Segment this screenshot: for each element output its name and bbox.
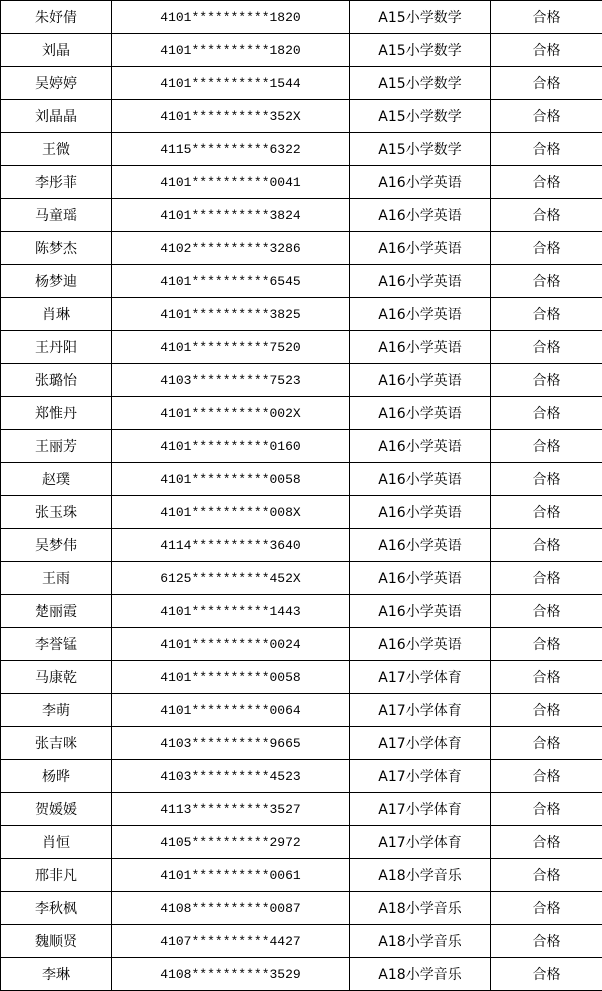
subject-cell: A16小学英语 bbox=[350, 331, 491, 364]
result-cell: 合格 bbox=[491, 595, 602, 628]
subject-cell: A16小学英语 bbox=[350, 166, 491, 199]
name-cell: 楚丽霞 bbox=[1, 595, 112, 628]
result-cell: 合格 bbox=[491, 826, 602, 859]
table-row bbox=[1, 529, 602, 562]
id-number-cell: 4101**********1820 bbox=[112, 1, 350, 34]
id-number-cell: 4101**********008X bbox=[112, 496, 350, 529]
name-cell: 李彤菲 bbox=[1, 166, 112, 199]
table-row bbox=[1, 694, 602, 727]
result-cell: 合格 bbox=[491, 892, 602, 925]
id-number-cell: 4101**********1544 bbox=[112, 67, 350, 100]
subject-cell: A15小学数学 bbox=[350, 100, 491, 133]
name-cell: 邢非凡 bbox=[1, 859, 112, 892]
name-cell: 刘晶晶 bbox=[1, 100, 112, 133]
subject-cell: A15小学数学 bbox=[350, 133, 491, 166]
result-cell: 合格 bbox=[491, 958, 602, 991]
id-number-cell: 4101**********0061 bbox=[112, 859, 350, 892]
result-cell: 合格 bbox=[491, 430, 602, 463]
name-cell: 陈梦杰 bbox=[1, 232, 112, 265]
table-row bbox=[1, 166, 602, 199]
subject-cell: A16小学英语 bbox=[350, 628, 491, 661]
table-row bbox=[1, 199, 602, 232]
name-cell: 王丽芳 bbox=[1, 430, 112, 463]
result-cell: 合格 bbox=[491, 529, 602, 562]
subject-cell: A16小学英语 bbox=[350, 199, 491, 232]
table-row bbox=[1, 628, 602, 661]
table-row bbox=[1, 562, 602, 595]
subject-cell: A17小学体育 bbox=[350, 694, 491, 727]
name-cell: 吴梦伟 bbox=[1, 529, 112, 562]
id-number-cell: 4101**********0058 bbox=[112, 661, 350, 694]
result-cell: 合格 bbox=[491, 100, 602, 133]
result-cell: 合格 bbox=[491, 562, 602, 595]
result-cell: 合格 bbox=[491, 859, 602, 892]
table-row bbox=[1, 133, 602, 166]
result-cell: 合格 bbox=[491, 166, 602, 199]
subject-cell: A15小学数学 bbox=[350, 67, 491, 100]
id-number-cell: 4107**********4427 bbox=[112, 925, 350, 958]
table-row bbox=[1, 496, 602, 529]
name-cell: 王雨 bbox=[1, 562, 112, 595]
result-cell: 合格 bbox=[491, 298, 602, 331]
table-row bbox=[1, 331, 602, 364]
table-row bbox=[1, 364, 602, 397]
name-cell: 杨晔 bbox=[1, 760, 112, 793]
table-row bbox=[1, 34, 602, 67]
name-cell: 李秋枫 bbox=[1, 892, 112, 925]
name-cell: 吴婷婷 bbox=[1, 67, 112, 100]
result-cell: 合格 bbox=[491, 232, 602, 265]
subject-cell: A17小学体育 bbox=[350, 661, 491, 694]
result-cell: 合格 bbox=[491, 463, 602, 496]
table-row bbox=[1, 595, 602, 628]
subject-cell: A17小学体育 bbox=[350, 793, 491, 826]
table-row bbox=[1, 67, 602, 100]
id-number-cell: 4101**********3824 bbox=[112, 199, 350, 232]
name-cell: 朱妤倩 bbox=[1, 1, 112, 34]
name-cell: 李萌 bbox=[1, 694, 112, 727]
table-row bbox=[1, 430, 602, 463]
id-number-cell: 6125**********452X bbox=[112, 562, 350, 595]
name-cell: 张璐怡 bbox=[1, 364, 112, 397]
table-row bbox=[1, 760, 602, 793]
subject-cell: A18小学音乐 bbox=[350, 958, 491, 991]
result-cell: 合格 bbox=[491, 925, 602, 958]
result-cell: 合格 bbox=[491, 628, 602, 661]
id-number-cell: 4101**********0064 bbox=[112, 694, 350, 727]
id-number-cell: 4108**********3529 bbox=[112, 958, 350, 991]
result-cell: 合格 bbox=[491, 364, 602, 397]
subject-cell: A16小学英语 bbox=[350, 463, 491, 496]
subject-cell: A17小学体育 bbox=[350, 826, 491, 859]
name-cell: 王丹阳 bbox=[1, 331, 112, 364]
id-number-cell: 4114**********3640 bbox=[112, 529, 350, 562]
subject-cell: A15小学数学 bbox=[350, 1, 491, 34]
table-row bbox=[1, 859, 602, 892]
id-number-cell: 4103**********4523 bbox=[112, 760, 350, 793]
id-number-cell: 4103**********7523 bbox=[112, 364, 350, 397]
result-cell: 合格 bbox=[491, 397, 602, 430]
name-cell: 马童瑶 bbox=[1, 199, 112, 232]
id-number-cell: 4101**********352X bbox=[112, 100, 350, 133]
id-number-cell: 4102**********3286 bbox=[112, 232, 350, 265]
id-number-cell: 4105**********2972 bbox=[112, 826, 350, 859]
subject-cell: A18小学音乐 bbox=[350, 892, 491, 925]
name-cell: 张吉咪 bbox=[1, 727, 112, 760]
name-cell: 刘晶 bbox=[1, 34, 112, 67]
result-cell: 合格 bbox=[491, 496, 602, 529]
name-cell: 肖恒 bbox=[1, 826, 112, 859]
result-cell: 合格 bbox=[491, 199, 602, 232]
id-number-cell: 4101**********6545 bbox=[112, 265, 350, 298]
table-row bbox=[1, 661, 602, 694]
result-cell: 合格 bbox=[491, 694, 602, 727]
subject-cell: A15小学数学 bbox=[350, 34, 491, 67]
subject-cell: A16小学英语 bbox=[350, 232, 491, 265]
id-number-cell: 4101**********1443 bbox=[112, 595, 350, 628]
name-cell: 贺媛媛 bbox=[1, 793, 112, 826]
result-cell: 合格 bbox=[491, 727, 602, 760]
subject-cell: A16小学英语 bbox=[350, 562, 491, 595]
id-number-cell: 4101**********3825 bbox=[112, 298, 350, 331]
subject-cell: A17小学体育 bbox=[350, 727, 491, 760]
subject-cell: A16小学英语 bbox=[350, 298, 491, 331]
id-number-cell: 4101**********0058 bbox=[112, 463, 350, 496]
name-cell: 李誉锰 bbox=[1, 628, 112, 661]
table-row bbox=[1, 925, 602, 958]
results-table-body bbox=[1, 1, 602, 991]
subject-cell: A16小学英语 bbox=[350, 364, 491, 397]
subject-cell: A17小学体育 bbox=[350, 760, 491, 793]
result-cell: 合格 bbox=[491, 67, 602, 100]
subject-cell: A16小学英语 bbox=[350, 595, 491, 628]
id-number-cell: 4108**********0087 bbox=[112, 892, 350, 925]
result-cell: 合格 bbox=[491, 760, 602, 793]
name-cell: 王微 bbox=[1, 133, 112, 166]
table-row bbox=[1, 265, 602, 298]
table-row bbox=[1, 232, 602, 265]
result-cell: 合格 bbox=[491, 1, 602, 34]
subject-cell: A16小学英语 bbox=[350, 529, 491, 562]
subject-cell: A16小学英语 bbox=[350, 397, 491, 430]
table-row bbox=[1, 298, 602, 331]
table-row bbox=[1, 397, 602, 430]
table-row bbox=[1, 1, 602, 34]
name-cell: 张玉珠 bbox=[1, 496, 112, 529]
table-row bbox=[1, 892, 602, 925]
id-number-cell: 4101**********1820 bbox=[112, 34, 350, 67]
name-cell: 李琳 bbox=[1, 958, 112, 991]
name-cell: 马康乾 bbox=[1, 661, 112, 694]
id-number-cell: 4101**********0024 bbox=[112, 628, 350, 661]
result-cell: 合格 bbox=[491, 661, 602, 694]
table-row bbox=[1, 826, 602, 859]
result-cell: 合格 bbox=[491, 331, 602, 364]
name-cell: 杨梦迪 bbox=[1, 265, 112, 298]
id-number-cell: 4101**********7520 bbox=[112, 331, 350, 364]
name-cell: 肖琳 bbox=[1, 298, 112, 331]
name-cell: 赵璞 bbox=[1, 463, 112, 496]
result-cell: 合格 bbox=[491, 793, 602, 826]
subject-cell: A16小学英语 bbox=[350, 496, 491, 529]
table-row bbox=[1, 727, 602, 760]
name-cell: 魏顺贤 bbox=[1, 925, 112, 958]
subject-cell: A18小学音乐 bbox=[350, 925, 491, 958]
id-number-cell: 4101**********0041 bbox=[112, 166, 350, 199]
result-cell: 合格 bbox=[491, 265, 602, 298]
table-row bbox=[1, 100, 602, 133]
id-number-cell: 4113**********3527 bbox=[112, 793, 350, 826]
id-number-cell: 4101**********002X bbox=[112, 397, 350, 430]
name-cell: 郑惟丹 bbox=[1, 397, 112, 430]
subject-cell: A18小学音乐 bbox=[350, 859, 491, 892]
table-row bbox=[1, 463, 602, 496]
subject-cell: A16小学英语 bbox=[350, 265, 491, 298]
table-row bbox=[1, 958, 602, 991]
subject-cell: A16小学英语 bbox=[350, 430, 491, 463]
table-row bbox=[1, 793, 602, 826]
id-number-cell: 4115**********6322 bbox=[112, 133, 350, 166]
id-number-cell: 4103**********9665 bbox=[112, 727, 350, 760]
result-cell: 合格 bbox=[491, 133, 602, 166]
id-number-cell: 4101**********0160 bbox=[112, 430, 350, 463]
result-cell: 合格 bbox=[491, 34, 602, 67]
